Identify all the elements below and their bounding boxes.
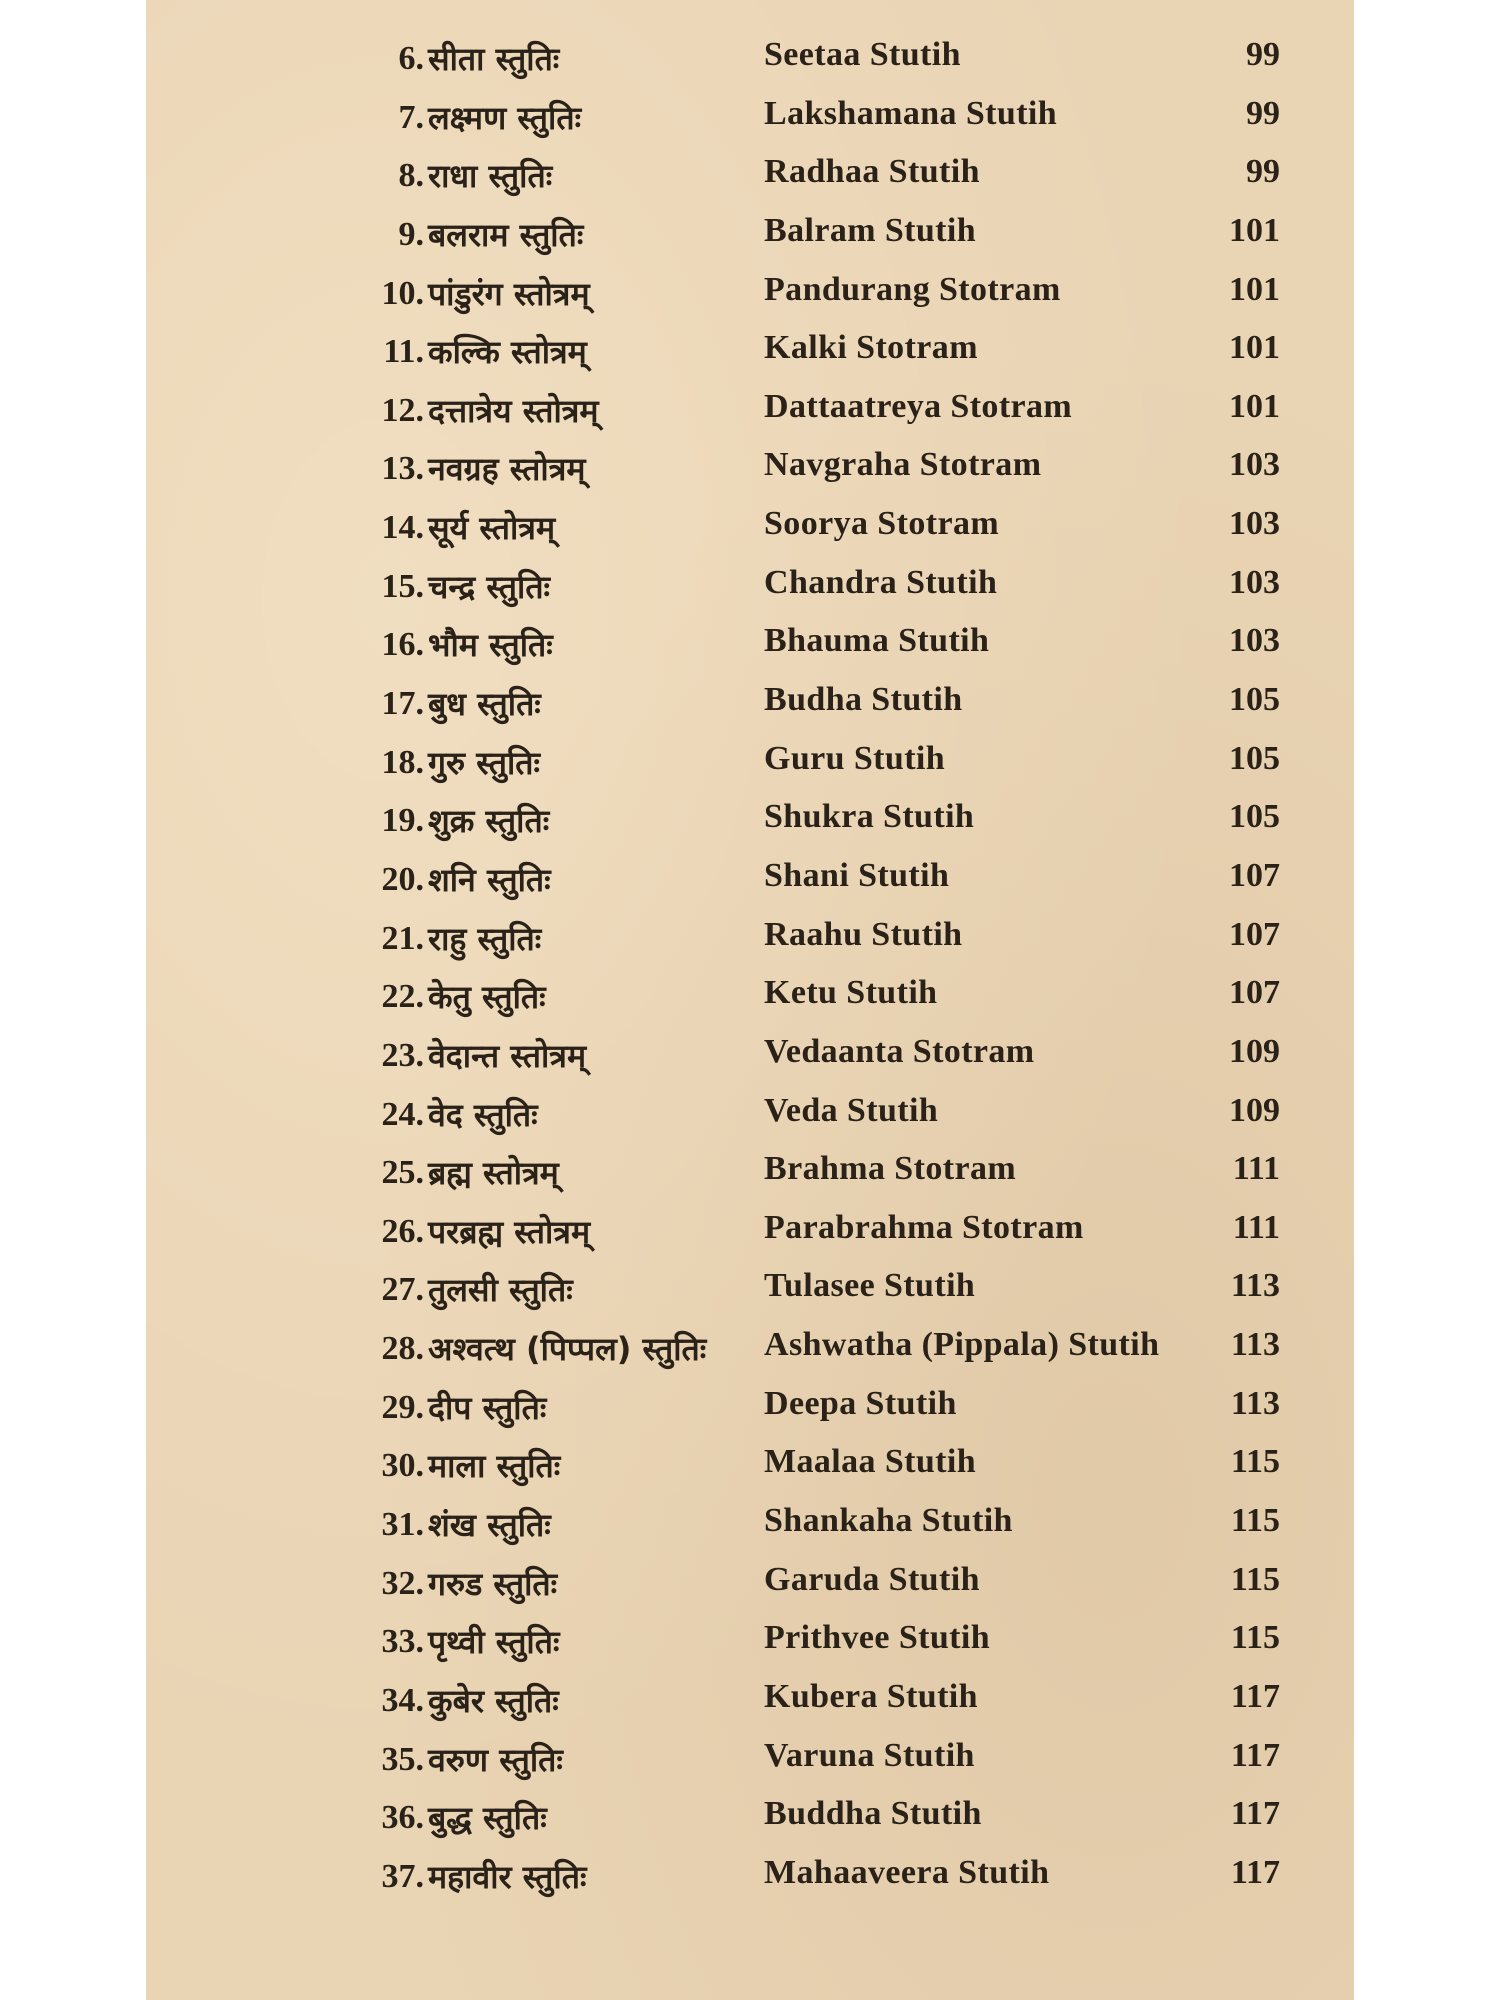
toc-entry (146, 36, 1354, 95)
page-number: 101 (1229, 211, 1280, 249)
page-number: 105 (1229, 798, 1280, 836)
english-title: Balram Stutih (764, 211, 977, 249)
entry-number: 7. (398, 98, 424, 136)
entry-number: 21. (381, 919, 424, 957)
entry-number: 18. (381, 743, 424, 781)
page-number: 115 (1230, 1560, 1280, 1598)
table-of-contents (146, 36, 1354, 1913)
hindi-title: वरुण स्तुतिः (428, 1740, 563, 1779)
english-title: Seetaa Stutih (764, 36, 961, 73)
english-title: Deepa Stutih (764, 1384, 957, 1422)
page-number: 107 (1229, 915, 1280, 953)
toc-entry (146, 1033, 1354, 1092)
toc-entry (146, 1326, 1354, 1385)
entry-number: 15. (381, 567, 424, 605)
hindi-title: चन्द्र स्तुतिः (428, 567, 551, 606)
page-number: 109 (1229, 1032, 1280, 1070)
toc-entry (146, 212, 1354, 271)
entry-number: 26. (381, 1212, 424, 1250)
toc-entry (146, 798, 1354, 857)
english-title: Budha Stutih (764, 681, 963, 719)
hindi-title: वेद स्तुतिः (428, 1095, 538, 1134)
toc-entry (146, 1385, 1354, 1444)
entry-number: 29. (381, 1388, 424, 1426)
page-number: 117 (1230, 1677, 1280, 1715)
english-title: Kubera Stutih (764, 1677, 978, 1715)
toc-entry (146, 564, 1354, 623)
page-number: 101 (1229, 329, 1280, 367)
page-number: 113 (1230, 1326, 1280, 1364)
toc-entry (146, 1737, 1354, 1796)
english-title: Ashwatha (Pippala) Stutih (764, 1326, 1160, 1364)
entry-number: 25. (381, 1154, 424, 1192)
hindi-title: बुध स्तुतिः (428, 685, 541, 724)
entry-number: 34. (381, 1681, 424, 1719)
entry-number: 30. (381, 1447, 424, 1485)
page-number: 113 (1230, 1267, 1280, 1305)
hindi-title: कुबेर स्तुतिः (428, 1681, 559, 1720)
page-number: 103 (1229, 622, 1280, 660)
english-title: Bhauma Stutih (764, 622, 990, 660)
entry-number: 13. (381, 450, 424, 488)
hindi-title: नवग्रह स्तोत्रम् (428, 450, 586, 489)
page-number: 107 (1229, 856, 1280, 894)
page-number: 99 (1246, 153, 1280, 191)
hindi-title: सीता स्तुतिः (428, 40, 560, 78)
hindi-title: राहु स्तुतिः (428, 919, 542, 958)
english-title: Veda Stutih (764, 1091, 939, 1129)
hindi-title: परब्रह्म स्तोत्रम् (428, 1212, 591, 1251)
entry-number: 9. (398, 215, 424, 253)
english-title: Radhaa Stutih (764, 153, 980, 191)
page-number: 99 (1246, 36, 1280, 73)
hindi-title: महावीर स्तुतिः (428, 1857, 587, 1896)
page-number: 105 (1229, 681, 1280, 719)
toc-entry (146, 974, 1354, 1033)
entry-number: 23. (381, 1036, 424, 1074)
toc-entry (146, 857, 1354, 916)
toc-entry (146, 1502, 1354, 1561)
entry-number: 33. (381, 1623, 424, 1661)
english-title: Dattaatreya Stotram (764, 387, 1073, 425)
entry-number: 10. (381, 274, 424, 312)
entry-number: 27. (381, 1271, 424, 1309)
hindi-title: केतु स्तुतिः (428, 978, 546, 1017)
toc-entry (146, 1854, 1354, 1913)
page-number: 103 (1229, 563, 1280, 601)
hindi-title: अश्वत्थ (पिप्पल) स्तुतिः (428, 1330, 707, 1369)
entry-number: 37. (381, 1857, 424, 1895)
page-number: 115 (1230, 1619, 1280, 1657)
toc-entry (146, 740, 1354, 799)
hindi-title: वेदान्त स्तोत्रम् (428, 1036, 587, 1075)
entry-number: 28. (381, 1330, 424, 1368)
english-title: Shankaha Stutih (764, 1502, 1013, 1540)
hindi-title: शनि स्तुतिः (428, 860, 551, 899)
entry-number: 12. (381, 391, 424, 429)
entry-number: 36. (381, 1799, 424, 1837)
english-title: Mahaaveera Stutih (764, 1853, 1050, 1891)
hindi-title: बुद्ध स्तुतिः (428, 1799, 547, 1838)
page-number: 117 (1230, 1736, 1280, 1774)
toc-entry (146, 1267, 1354, 1326)
entry-number: 32. (381, 1564, 424, 1602)
page-number: 117 (1230, 1853, 1280, 1891)
hindi-title: कल्कि स्तोत्रम् (428, 333, 587, 372)
english-title: Shukra Stutih (764, 798, 975, 836)
page-number: 101 (1229, 387, 1280, 425)
hindi-title: लक्ष्मण स्तुतिः (428, 98, 582, 137)
toc-entry (146, 271, 1354, 330)
toc-entry (146, 681, 1354, 740)
english-title: Varuna Stutih (764, 1736, 975, 1774)
english-title: Prithvee Stutih (764, 1619, 991, 1657)
entry-number: 22. (381, 978, 424, 1016)
english-title: Brahma Stotram (764, 1150, 1017, 1188)
entry-number: 14. (381, 509, 424, 547)
entry-number: 24. (381, 1095, 424, 1133)
entry-number: 8. (398, 157, 424, 195)
english-title: Lakshamana Stutih (764, 94, 1058, 132)
page-number: 99 (1246, 94, 1280, 132)
english-title: Vedaanta Stotram (764, 1032, 1035, 1070)
english-title: Navgraha Stotram (764, 446, 1042, 484)
entry-number: 31. (381, 1506, 424, 1544)
toc-entry (146, 388, 1354, 447)
hindi-title: गरुड स्तुतिः (428, 1564, 558, 1603)
english-title: Pandurang Stotram (764, 270, 1061, 308)
page-number: 103 (1229, 505, 1280, 543)
entry-number: 6. (398, 40, 424, 77)
entry-number: 17. (381, 685, 424, 723)
english-title: Buddha Stutih (764, 1795, 982, 1833)
page-number: 111 (1232, 1208, 1280, 1246)
toc-entry (146, 1443, 1354, 1502)
english-title: Maalaa Stutih (764, 1443, 977, 1481)
entry-number: 35. (381, 1740, 424, 1778)
hindi-title: तुलसी स्तुतिः (428, 1271, 573, 1310)
english-title: Guru Stutih (764, 739, 946, 777)
toc-entry (146, 916, 1354, 975)
toc-entry (146, 1795, 1354, 1854)
hindi-title: राधा स्तुतिः (428, 157, 553, 196)
entry-number: 19. (381, 802, 424, 840)
hindi-title: शुक्र स्तुतिः (428, 802, 550, 841)
page-number: 111 (1232, 1150, 1280, 1188)
hindi-title: भौम स्तुतिः (428, 626, 553, 665)
hindi-title: माला स्तुतिः (428, 1447, 561, 1486)
page-number: 115 (1230, 1502, 1280, 1540)
hindi-title: बलराम स्तुतिः (428, 215, 584, 254)
toc-entry (146, 329, 1354, 388)
hindi-title: दत्तात्रेय स्तोत्रम् (428, 391, 599, 430)
english-title: Ketu Stutih (764, 974, 938, 1012)
toc-entry (146, 95, 1354, 154)
page-number: 103 (1229, 446, 1280, 484)
toc-entry (146, 1678, 1354, 1737)
toc-entry (146, 622, 1354, 681)
toc-entry (146, 1092, 1354, 1151)
english-title: Garuda Stutih (764, 1560, 980, 1598)
page-number: 115 (1230, 1443, 1280, 1481)
english-title: Tulasee Stutih (764, 1267, 976, 1305)
hindi-title: शंख स्तुतिः (428, 1506, 551, 1545)
english-title: Chandra Stutih (764, 563, 998, 601)
toc-entry (146, 505, 1354, 564)
entry-number: 16. (381, 626, 424, 664)
hindi-title: दीप स्तुतिः (428, 1388, 547, 1427)
toc-entry (146, 153, 1354, 212)
entry-number: 20. (381, 860, 424, 898)
entry-number: 11. (383, 333, 424, 371)
hindi-title: ब्रह्म स्तोत्रम् (428, 1154, 559, 1193)
page-number: 105 (1229, 739, 1280, 777)
toc-entry (146, 446, 1354, 505)
page-number: 113 (1230, 1384, 1280, 1422)
hindi-title: गुरु स्तुतिः (428, 743, 540, 782)
english-title: Raahu Stutih (764, 915, 963, 953)
page-number: 101 (1229, 270, 1280, 308)
toc-entry (146, 1150, 1354, 1209)
english-title: Parabrahma Stotram (764, 1208, 1084, 1246)
toc-entry (146, 1561, 1354, 1620)
hindi-title: पृथ्वी स्तुतिः (428, 1623, 560, 1662)
hindi-title: पांडुरंग स्तोत्रम् (428, 274, 590, 313)
english-title: Soorya Stotram (764, 505, 1000, 543)
page-number: 117 (1230, 1795, 1280, 1833)
page-number: 107 (1229, 974, 1280, 1012)
english-title: Kalki Stotram (764, 329, 978, 367)
english-title: Shani Stutih (764, 856, 950, 894)
hindi-title: सूर्य स्तोत्रम् (428, 509, 556, 548)
page-number: 109 (1229, 1091, 1280, 1129)
book-page (146, 0, 1354, 2000)
toc-entry (146, 1209, 1354, 1268)
toc-entry (146, 1619, 1354, 1678)
